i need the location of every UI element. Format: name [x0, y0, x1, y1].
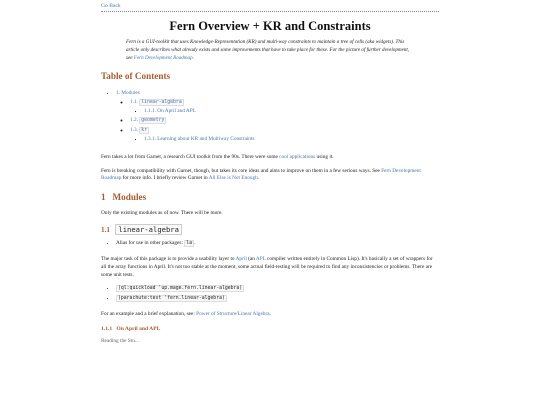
quickload-code: (ql:quickload 'up.mage.fern.linear-algebra)	[118, 286, 243, 292]
toc-num: 1.3.	[130, 126, 138, 133]
table-of-contents	[101, 90, 439, 144]
toc-code: kr	[141, 127, 148, 133]
toc-code: geometry	[141, 118, 165, 124]
test-code: (parachute:test 'fern.linear-algebra)	[118, 296, 225, 302]
apl-link[interactable]: APL	[255, 256, 266, 263]
text: Alias for use in other packages:	[116, 240, 185, 247]
example-paragraph	[101, 311, 439, 319]
roadmap-link[interactable]: Fern Development Roadmap	[101, 167, 421, 182]
toc-link-kr-constraints[interactable]: 1.3.1. Learning about KR and Multiway Constraints	[144, 136, 255, 143]
power-of-structure-link[interactable]: Power of Structure/Linear Algebra	[196, 311, 270, 318]
page-title: Fern Overview + KR and Constraints	[169, 19, 371, 34]
all-else-link[interactable]: All Else is Not Enough	[208, 175, 258, 182]
april-link[interactable]: April	[235, 256, 247, 263]
toc-item	[144, 108, 439, 116]
list-item	[116, 295, 439, 303]
text: For an example and a brief explanation, see:	[101, 311, 197, 318]
toc-heading: Table of Contents	[101, 71, 171, 82]
abstract-roadmap-link[interactable]: Fern Development Roadmap	[133, 54, 193, 61]
text: The major task of this package is to provide a usability layer to	[101, 256, 236, 263]
cutoff-text: Reading the Stu...	[101, 338, 139, 344]
toc-item	[116, 90, 439, 144]
intro-paragraph-2	[101, 168, 439, 183]
toc-link-modules[interactable]: 1. Modules	[116, 89, 140, 96]
toc-item	[130, 117, 439, 125]
article	[101, 0, 439, 346]
toc-code: linear-algebra	[141, 99, 182, 105]
toc-link-april-apl[interactable]: 1.1.1. On April and APL	[144, 108, 196, 115]
text: .	[257, 175, 260, 182]
text: (an	[246, 256, 256, 263]
toc-item	[130, 99, 439, 116]
alias-code: la	[186, 241, 193, 247]
alias-list	[101, 240, 439, 248]
section-linear-algebra-heading	[101, 225, 439, 235]
cool-applications-link[interactable]: cool applications	[279, 153, 316, 160]
text: .	[194, 240, 196, 247]
text: Fern takes a lot from Garnet, a research GUI toolkit from the 90s. There were some	[101, 153, 280, 160]
text: .	[269, 311, 271, 318]
abstract-end: .	[192, 54, 194, 61]
go-back-link[interactable]: Go Back	[101, 3, 121, 9]
section-modules-heading: 1 Modules	[101, 191, 147, 202]
code-list	[101, 285, 439, 303]
toc-num: 1.1.	[130, 98, 138, 105]
text: for more info. I briefly review Garnet in	[121, 175, 209, 182]
abstract-text: Fern is a GUI-toolkit that uses Knowledge-Representation (KR) and multi-way constraints to maintain a tree of cells (aka widgets). This article only describes what already exists and some improvements that have to take place for these. For the picture of further development, see	[126, 39, 410, 61]
text: Fern is breaking compatibility with Garnet, though, but takes its core ideas and aims to improve on them in a few serious ways. See	[101, 167, 382, 174]
toc-link-geometry[interactable]	[130, 117, 166, 123]
section-code: linear-algebra	[115, 224, 182, 235]
intro-paragraph-1	[101, 154, 439, 162]
abstract	[126, 39, 414, 62]
text: using it.	[315, 153, 334, 160]
list-item	[116, 240, 439, 248]
toc-item	[144, 136, 439, 144]
section-april-apl-heading: 1.1.1 On April and APL	[101, 325, 161, 332]
toc-link-kr[interactable]	[130, 127, 149, 133]
toc-item	[130, 127, 439, 144]
text: compiler written entirely in Common Lisp). It's basically a set of wrappers for all the array functions in April. It's not too stable at the moment, some actual field-testing will be required to find any inconsistencies or problems. There are some unit tests.	[101, 256, 433, 278]
toc-num: 1.2.	[130, 117, 138, 124]
section-num: 1.1	[101, 225, 110, 234]
list-item	[116, 285, 439, 293]
toc-link-linear-algebra[interactable]	[130, 99, 184, 105]
section-modules-text: Only the existing modules as of now. There will be more.	[101, 210, 223, 217]
top-nav	[101, 2, 439, 12]
linear-algebra-paragraph	[101, 256, 439, 279]
